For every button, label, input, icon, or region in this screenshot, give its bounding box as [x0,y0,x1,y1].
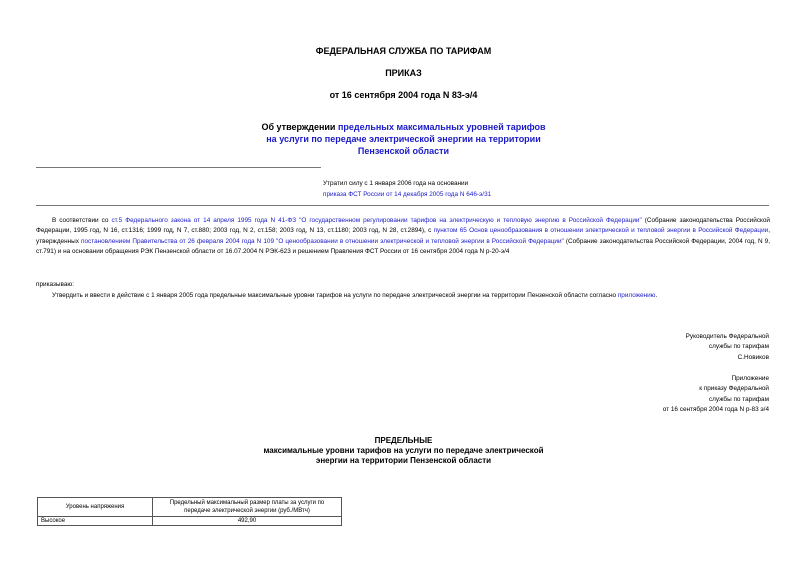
expired-link[interactable]: приказа ФСТ России от 14 декабря 2005 года N 646-э/31 [323,191,492,198]
tariff-table [37,497,342,526]
table-title: ПРЕДЕЛЬНЫЕ максимальные уровни тарифов на услуги по передаче электрической энергии на территории Пензенской области [0,436,807,466]
title-link[interactable]: предельных максимальных уровней тарифов [337,122,546,132]
signature-agency: службы по тарифам [708,343,769,351]
preamble: В соответствии со ст.5 Федерального закона от 14 апреля 1995 года N 41-ФЗ "О государственном регулировании тарифов на электрическую и тепловую энергию в Российской Федерации" (Собрание законодательства Российской Федерации, 1995 год, N 16, ст.1316; 1999 год, N 7, ст.880; 2003 год, N 2, ст.158; 2003 год, N 13, ст.1180; 2003 год, N 28, ст.2894), с пунктом 65 Основ ценообразования в отношении электрической и тепловой энергии в Российской Федерации, утвержденных постановлением Правительства от 26 февраля 2004 года N 109 "О ценообразовании в отношении электрической и тепловой энергии в Российской Федерации" (Собрание законодательства Российской Федерации, 2004 год, N 9, ст.791) и на основании обращения РЭК Пензенской области от 16.07.2004 N РЭК-623 и решением Правления ФСТ России от 16 сентября 2004 года N р-20-э/4 [36,217,771,255]
doc-date: от 16 сентября 2004 года N 83-э/4 [329,90,478,100]
title-link-line2[interactable]: на услуги по передаче электрической энергии на территории [266,134,541,144]
table-header-row [38,498,342,517]
appendix-link[interactable]: приложению [617,292,656,299]
order-text: Утвердить и ввести в действие с 1 января 2005 года предельные максимальные уровни тарифов на услуги по передаче электрической энергии на территории Пензенской области согласно приложению. [52,292,658,299]
government-decree-link[interactable]: постановлением Правительства от 26 февраля 2004 года N 109 "О ценообразовании в отношении электрической и тепловой энергии в Российской Федерации" [81,237,564,245]
header-voltage-level: Уровень напряжения [38,498,153,517]
pricing-basics-link[interactable]: пунктом 65 Основ ценообразования в отношении электрической и тепловой энергии в Российской Федерации [433,227,769,235]
title-prefix: Об утверждении [261,122,338,132]
header-max-fee: Предельный максимальный размер платы за услуги по передаче электрической энергии (руб./МВтч) [153,498,342,517]
prikazyvayu: приказываю: [36,281,74,288]
appendix-block: Приложение к приказу Федеральной службы по тарифам от 16 сентября 2004 года N р-83 э/4 [662,375,769,413]
table-row [38,517,342,526]
divider-short [36,167,321,168]
agency-name: ФЕДЕРАЛЬНАЯ СЛУЖБА ПО ТАРИФАМ [315,46,492,56]
expired-note: Утратил силу с 1 января 2006 года на основании [323,180,469,187]
doc-title [0,121,807,157]
law-link[interactable]: ст.5 Федерального закона от 14 апреля 1995 года N 41-ФЗ "О государственном регулировании тарифов на электрическую и тепловую энергию в Российской Федерации" [111,217,642,224]
signature-block [686,332,769,363]
divider-long [36,205,769,206]
cell-max-fee: 492,90 [153,517,342,526]
cell-voltage-level: Высокое [38,517,153,526]
title-link-line3[interactable]: Пензенской области [357,146,450,156]
signature-position: Руководитель Федеральной [685,333,769,340]
doc-type: ПРИКАЗ [385,68,422,78]
signature-name: С.Новиков [737,353,769,361]
table-title-main: ПРЕДЕЛЬНЫЕ [374,436,433,445]
